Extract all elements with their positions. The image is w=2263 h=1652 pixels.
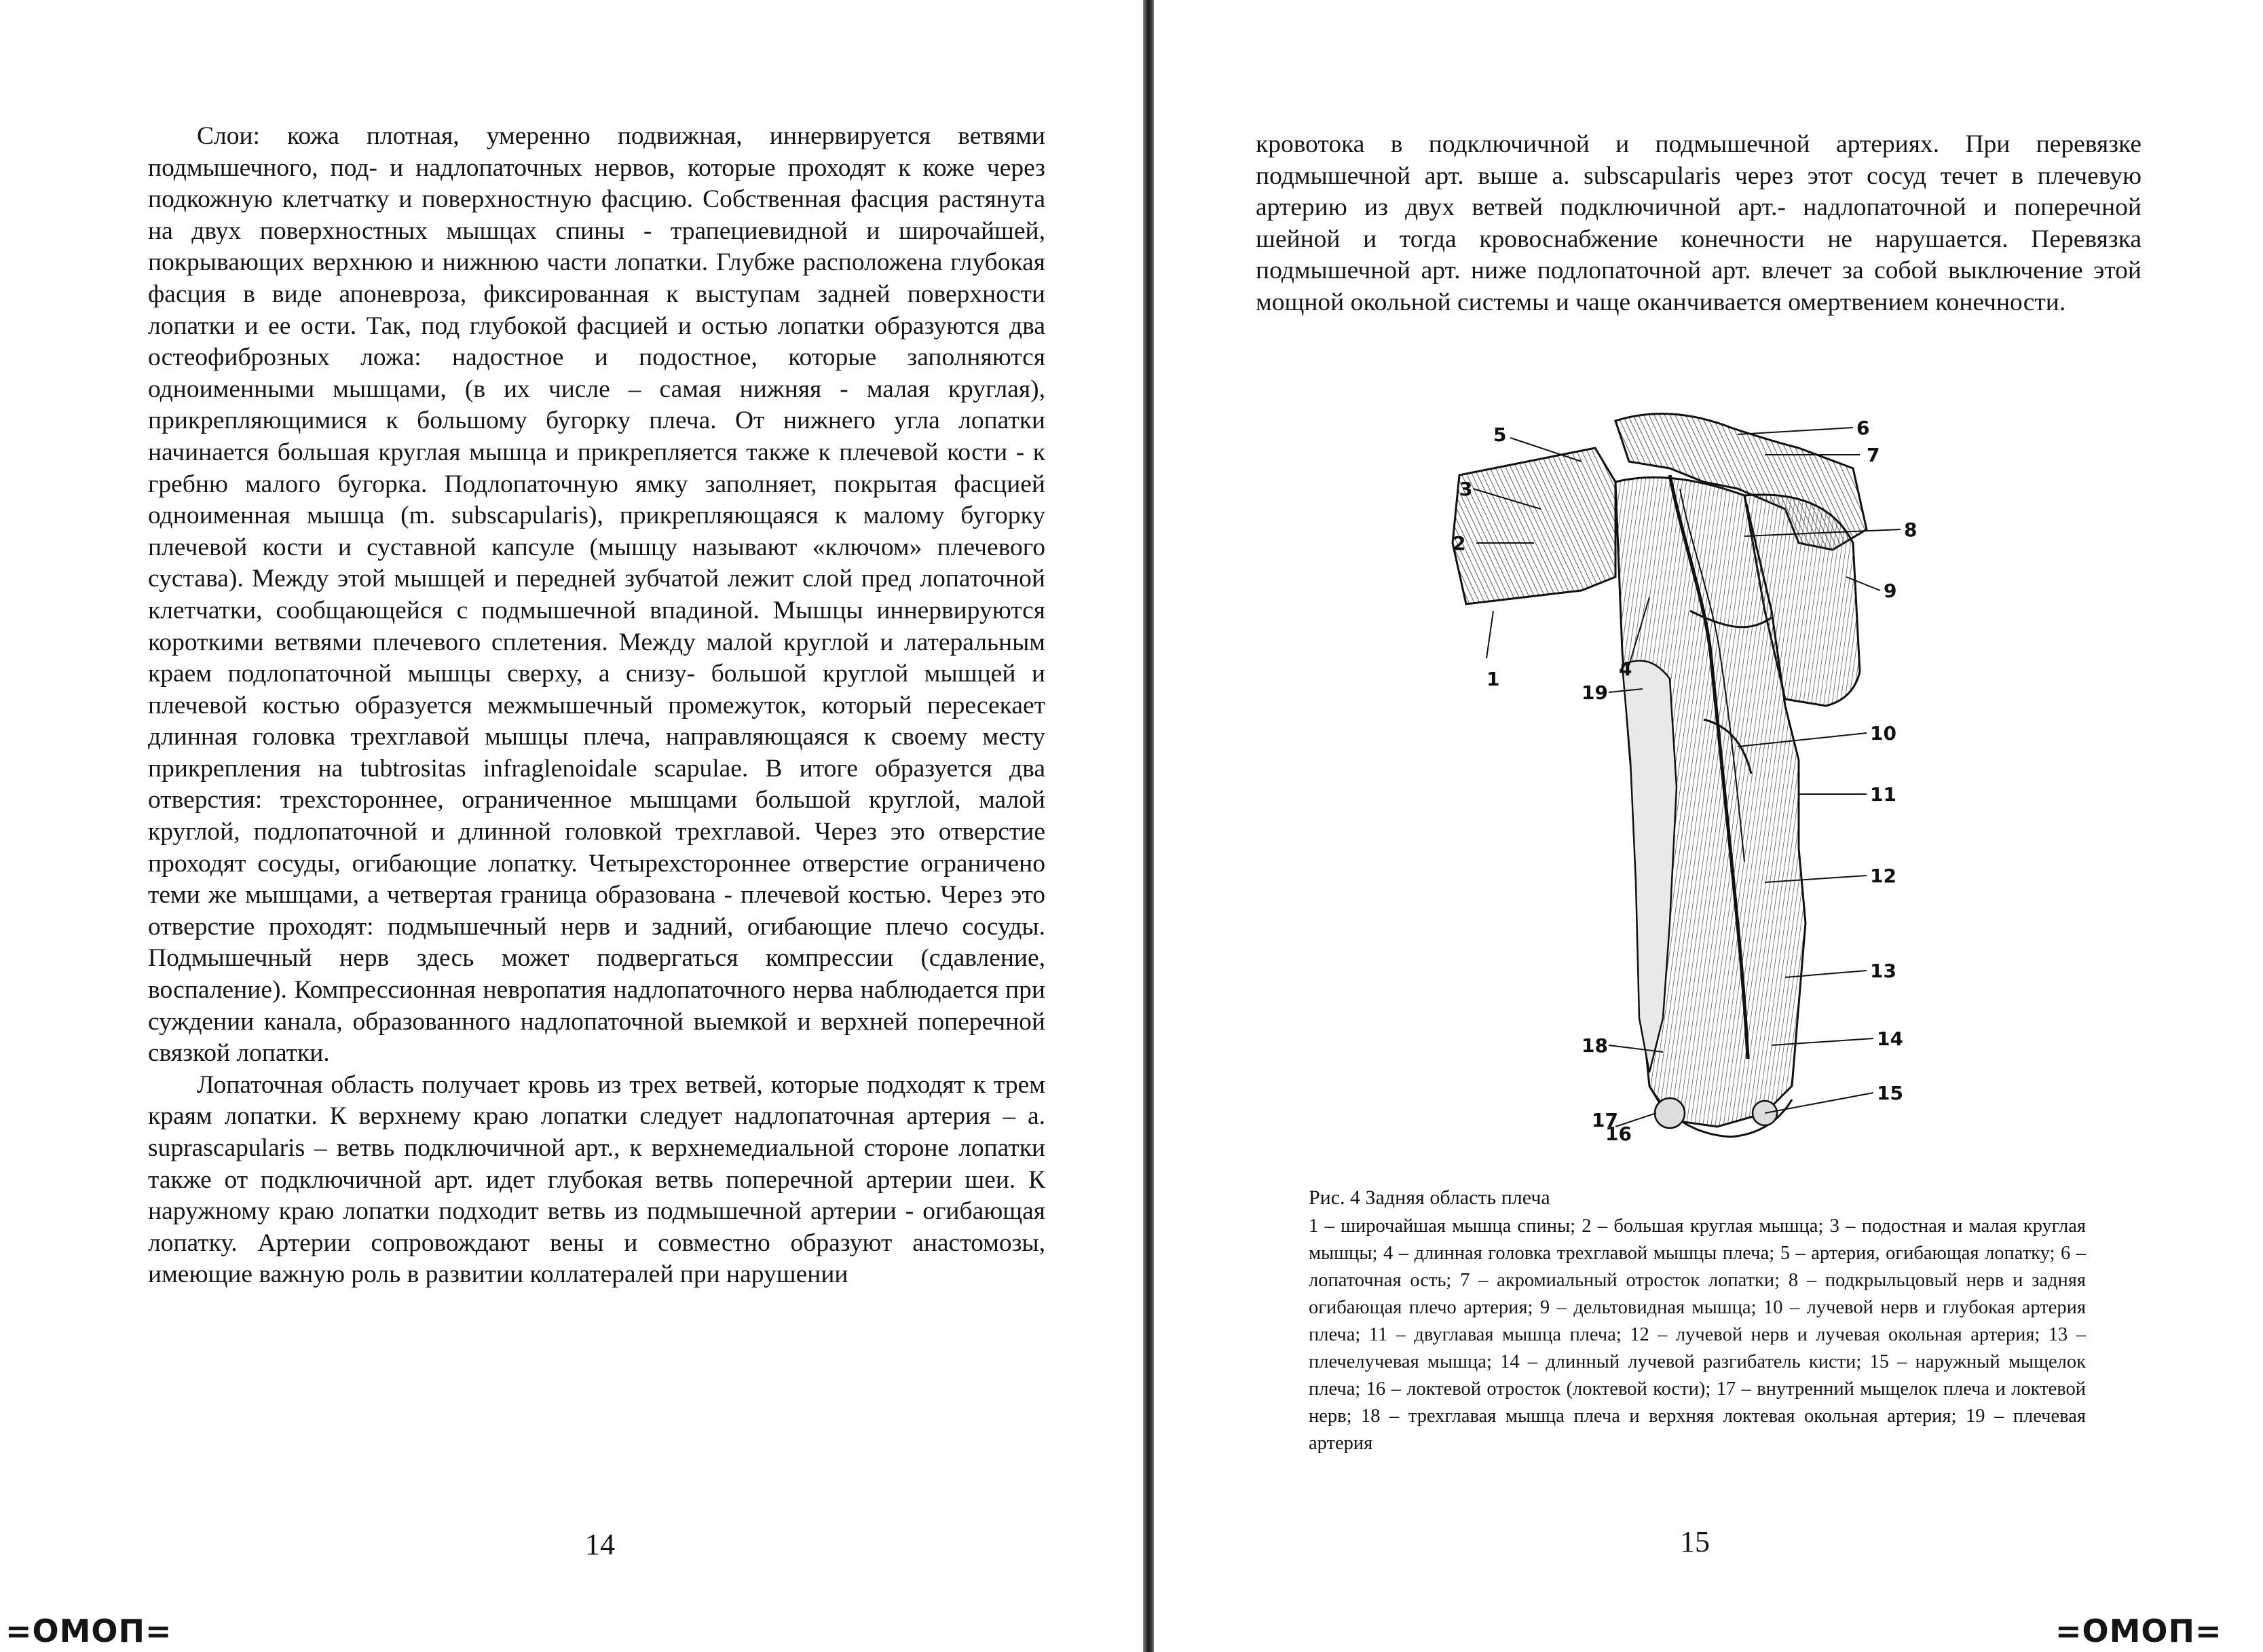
figure-caption-title: Рис. 4 Задняя область плеча <box>1309 1186 1550 1209</box>
fig-label-8: 8 <box>1904 519 1918 541</box>
fig-label-19: 19 <box>1582 681 1608 704</box>
fig-label-9: 9 <box>1884 580 1897 602</box>
book-spine <box>1143 0 1154 1652</box>
fig-label-5: 5 <box>1493 424 1507 446</box>
page-number-right: 15 <box>1680 1525 1710 1558</box>
fig-label-4: 4 <box>1619 658 1632 680</box>
fig-label-2: 2 <box>1453 532 1466 555</box>
page-number-left: 14 <box>585 1528 615 1561</box>
right-page-text <box>1256 129 2142 319</box>
fig-label-11: 11 <box>1870 783 1896 806</box>
left-page-text <box>148 121 1045 1291</box>
fig-label-18: 18 <box>1582 1034 1608 1057</box>
fig-label-14: 14 <box>1877 1028 1903 1050</box>
left-paragraph-1: Слои: кожа плотная, умеренно подвижная, иннервируется ветвями подмышечного, под- и надлопаточных нервов, которые проходят к коже через подкожную клетчатку и поверхностную фасцию. Собственная фасция растянута на двух поверхностных мышцах спины - трапециевидной и широчайшей, покрывающих верхнюю и нижнюю части лопатки. Глубже расположена глубокая фасция в виде апоневроза, фиксированная к выступам задней поверхности лопатки и ее ости. Так, под глубокой фасцией и остью лопатки образуются два остеофиброзных ложа: надостное и подостное, которые заполняются одноименными мышцами, (в их числе – самая нижняя - малая круглая), прикрепляющимися к большому бугорку плеча. От нижнего угла лопатки начинается большая круглая мышца и прикрепляется также к плечевой кости - к гребню малого бугорка. Подлопаточную ямку заполняет, покрытая фасцией одноименная мышца (m. subscapularis), прикрепляющаяся к малому бугорку плечевой кости и суставной капсуле (мышцу называют «ключом» плечевого сустава). Между этой мышцей и передней зубчатой лежит слой пред лопаточной клетчатки, сообщающейся с подмышечной впадиной. Мышцы иннервируются короткими ветвями плечевого сплетения. Между малой круглой и латеральным краем подлопаточной мышцы сверху, а снизу- большой круглой мышцей и плечевой костью образуется межмышечный промежуток, который пересекает длинная головка трехглавой мышцы плеча, направляющаяся к своему месту прикрепления на tubtrositas infraglenoidale scapulae. В итоге образуется два отверстия: трехстороннее, ограниченное мышцами большой круглой, малой круглой, подлопаточной и длинной головкой трехглавой. Через это отверстие проходят сосуды, огибающие лопатку. Четырехстороннее отверстие ограничено теми же мышцами, а четвертая граница образована - плечевой костью. Через это отверстие проходят: подмышечный нерв и задний, огибающие плечо сосуды. Подмышечный нерв здесь может подвергаться компрессии (сдавление, воспаление). Компрессионная невропатия надлопаточного нерва наблюдается при суждении канала, образованного надлопаточной выемкой и верхней поперечной связкой лопатки. <box>148 122 1045 1068</box>
fig-label-16: 16 <box>1605 1123 1632 1145</box>
fig-label-12: 12 <box>1870 865 1896 887</box>
watermark-right: =ОМОП= <box>2055 1613 2222 1649</box>
fig-label-17: 17 <box>1592 1109 1618 1131</box>
fig-label-10: 10 <box>1870 722 1896 745</box>
fig-label-13: 13 <box>1870 960 1896 982</box>
watermark-left: =ОМОП= <box>5 1613 172 1649</box>
anatomy-figure <box>1446 407 1962 1161</box>
figure-caption-body: 1 – широчайшая мышца спины; 2 – большая круглая мышца; 3 – подостная и малая круглая мышцы; 4 – длинная головка трехглавой мышцы плеча; 5 – артерия, огибающая лопатку; 6 – лопаточная ость; 7 – акромиальный отросток лопатки; 8 – подкрыльцовый нерв и задняя огибающая плечо артерия; 9 – дельтовидная мышца; 10 – лучевой нерв и глубокая артерия плеча; 11 – двуглавая мышца плеча; 12 – лучевой нерв и лучевая окольная артерия; 13 – плечелучевая мышца; 14 – длинный лучевой разгибатель кисти; 15 – наружный мыщелок плеча; 16 – локтевой отросток (локтевой кости); 17 – внутренний мыщелок плеча и локтевой нерв; 18 – трехглавая мышца плеча и верхняя локтевая окольная артерия; 19 – плечевая артерия <box>1309 1216 2086 1454</box>
fig-label-3: 3 <box>1459 478 1473 500</box>
fig-label-6: 6 <box>1856 417 1870 439</box>
right-paragraph-1: кровотока в подключичной и подмышечной артериях. При перевязке подмышечной арт. выше a. subscapularis через этот сосуд течет в плечевую артерию из двух ветвей подключичной арт.- надлопаточной и поперечной шейной и тогда кровоснабжение конечности не нарушается. Перевязка подмышечной арт. ниже подлопаточной арт. влечет за собой выключение этой мощной окольной системы и чаще оканчивается омертвением конечности. <box>1256 130 2142 316</box>
fig-label-15: 15 <box>1877 1082 1903 1104</box>
fig-label-1: 1 <box>1486 668 1500 690</box>
figure-caption <box>1309 1184 2086 1457</box>
anatomy-drawing <box>1446 407 1962 1161</box>
fig-label-7: 7 <box>1867 444 1880 466</box>
left-paragraph-2: Лопаточная область получает кровь из трех ветвей, которые подходят к трем краям лопатки. К верхнему краю лопатки следует надлопаточная артерия – a. suprascapularis – ветвь подключичной арт., к верхнемедиальной стороне лопатки также от подключичной арт. идет глубокая ветвь поперечной артерии шеи. К наружному краю лопатки подходит ветвь из подмышечной артерии - огибающая лопатку. Артерии сопровождают вены и совместно образуют анастомозы, имеющие важную роль в развитии коллатералей при нарушении <box>148 1070 1045 1289</box>
